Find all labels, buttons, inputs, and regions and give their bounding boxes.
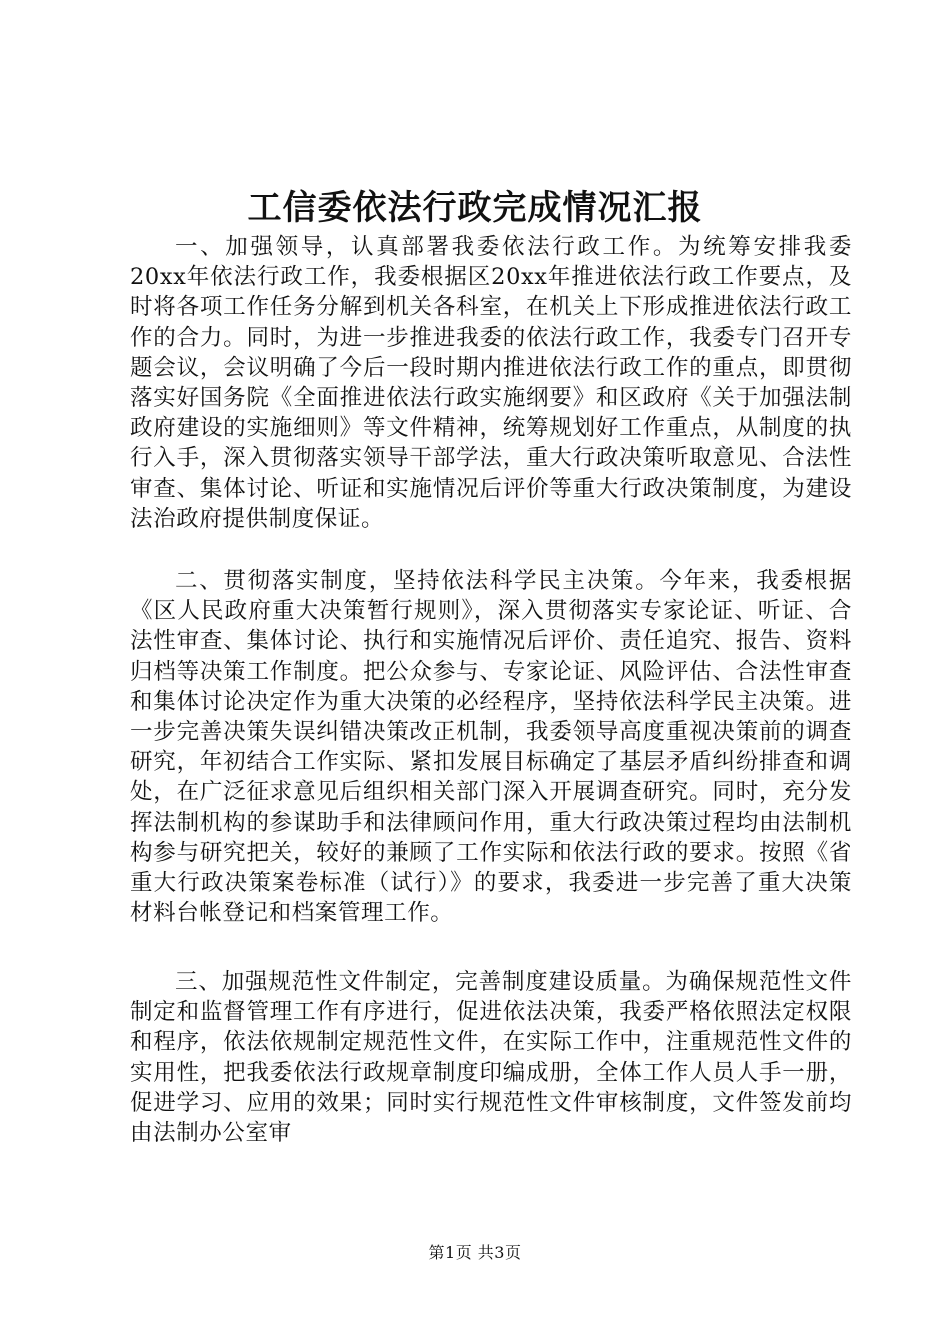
paragraph-1: 一、加强领导，认真部署我委依法行政工作。为统筹安排我委20xx年依法行政工作，我委根据区20xx年推进依法行政工作要点，及时将各项工作任务分解到机关各科室，在机关上下形成推进依法行政工作的合力。同时，为进一步推进我委的依法行政工作，我委专门召开专题会议，会议明确了今后一段时期内推进依法行政工作的重点，即贯彻落实好国务院《全面推进依法行政实施纲要》和区政府《关于加强法制政府建设的实施细则》等文件精神，统筹规划好工作重点，从制度的执行入手，深入贯彻落实领导干部学法，重大行政决策听取意见、合法性审查、集体讨论、听证和实施情况后评价等重大行政决策制度，为建设法治政府提供制度保证。 xyxy=(130,234,852,532)
paragraph-3: 三、加强规范性文件制定，完善制度建设质量。为确保规范性文件制定和监督管理工作有序进行，促进依法决策，我委严格依照法定权限和程序，依法依规制定规范性文件，在实际工作中，注重规范性文件的实用性，把我委依法行政规章制度印编成册，全体工作人员人手一册，促进学习、应用的效果；同时实行规范性文件审核制度，文件签发前均由法制办公室审 xyxy=(130,969,852,1147)
document-title: 工信委依法行政完成情况汇报 xyxy=(247,188,703,228)
page-footer: 第1页 共3页 xyxy=(428,1243,522,1262)
paragraph-2: 二、贯彻落实制度，坚持依法科学民主决策。今年来，我委根据《区人民政府重大决策暂行规则》，深入贯彻落实专家论证、听证、合法性审查、集体讨论、执行和实施情况后评价、责任追究、报告、资料归档等决策工作制度。把公众参与、专家论证、风险评估、合法性审查和集体讨论决定作为重大决策的必经程序，坚持依法科学民主决策。进一步完善决策失误纠错决策改正机制，我委领导高度重视决策前的调查研究，年初结合工作实际、紧扣发展目标确定了基层矛盾纠纷排查和调处，在广泛征求意见后组织相关部门深入开展调查研究。同时，充分发挥法制机构的参谋助手和法律顾问作用，重大行政决策过程均由法制机构参与研究把关，较好的兼顾了工作实际和依法行政的要求。按照《省重大行政决策案卷标准（试行）》的要求，我委进一步完善了重大决策材料台帐登记和档案管理工作。 xyxy=(130,568,852,927)
